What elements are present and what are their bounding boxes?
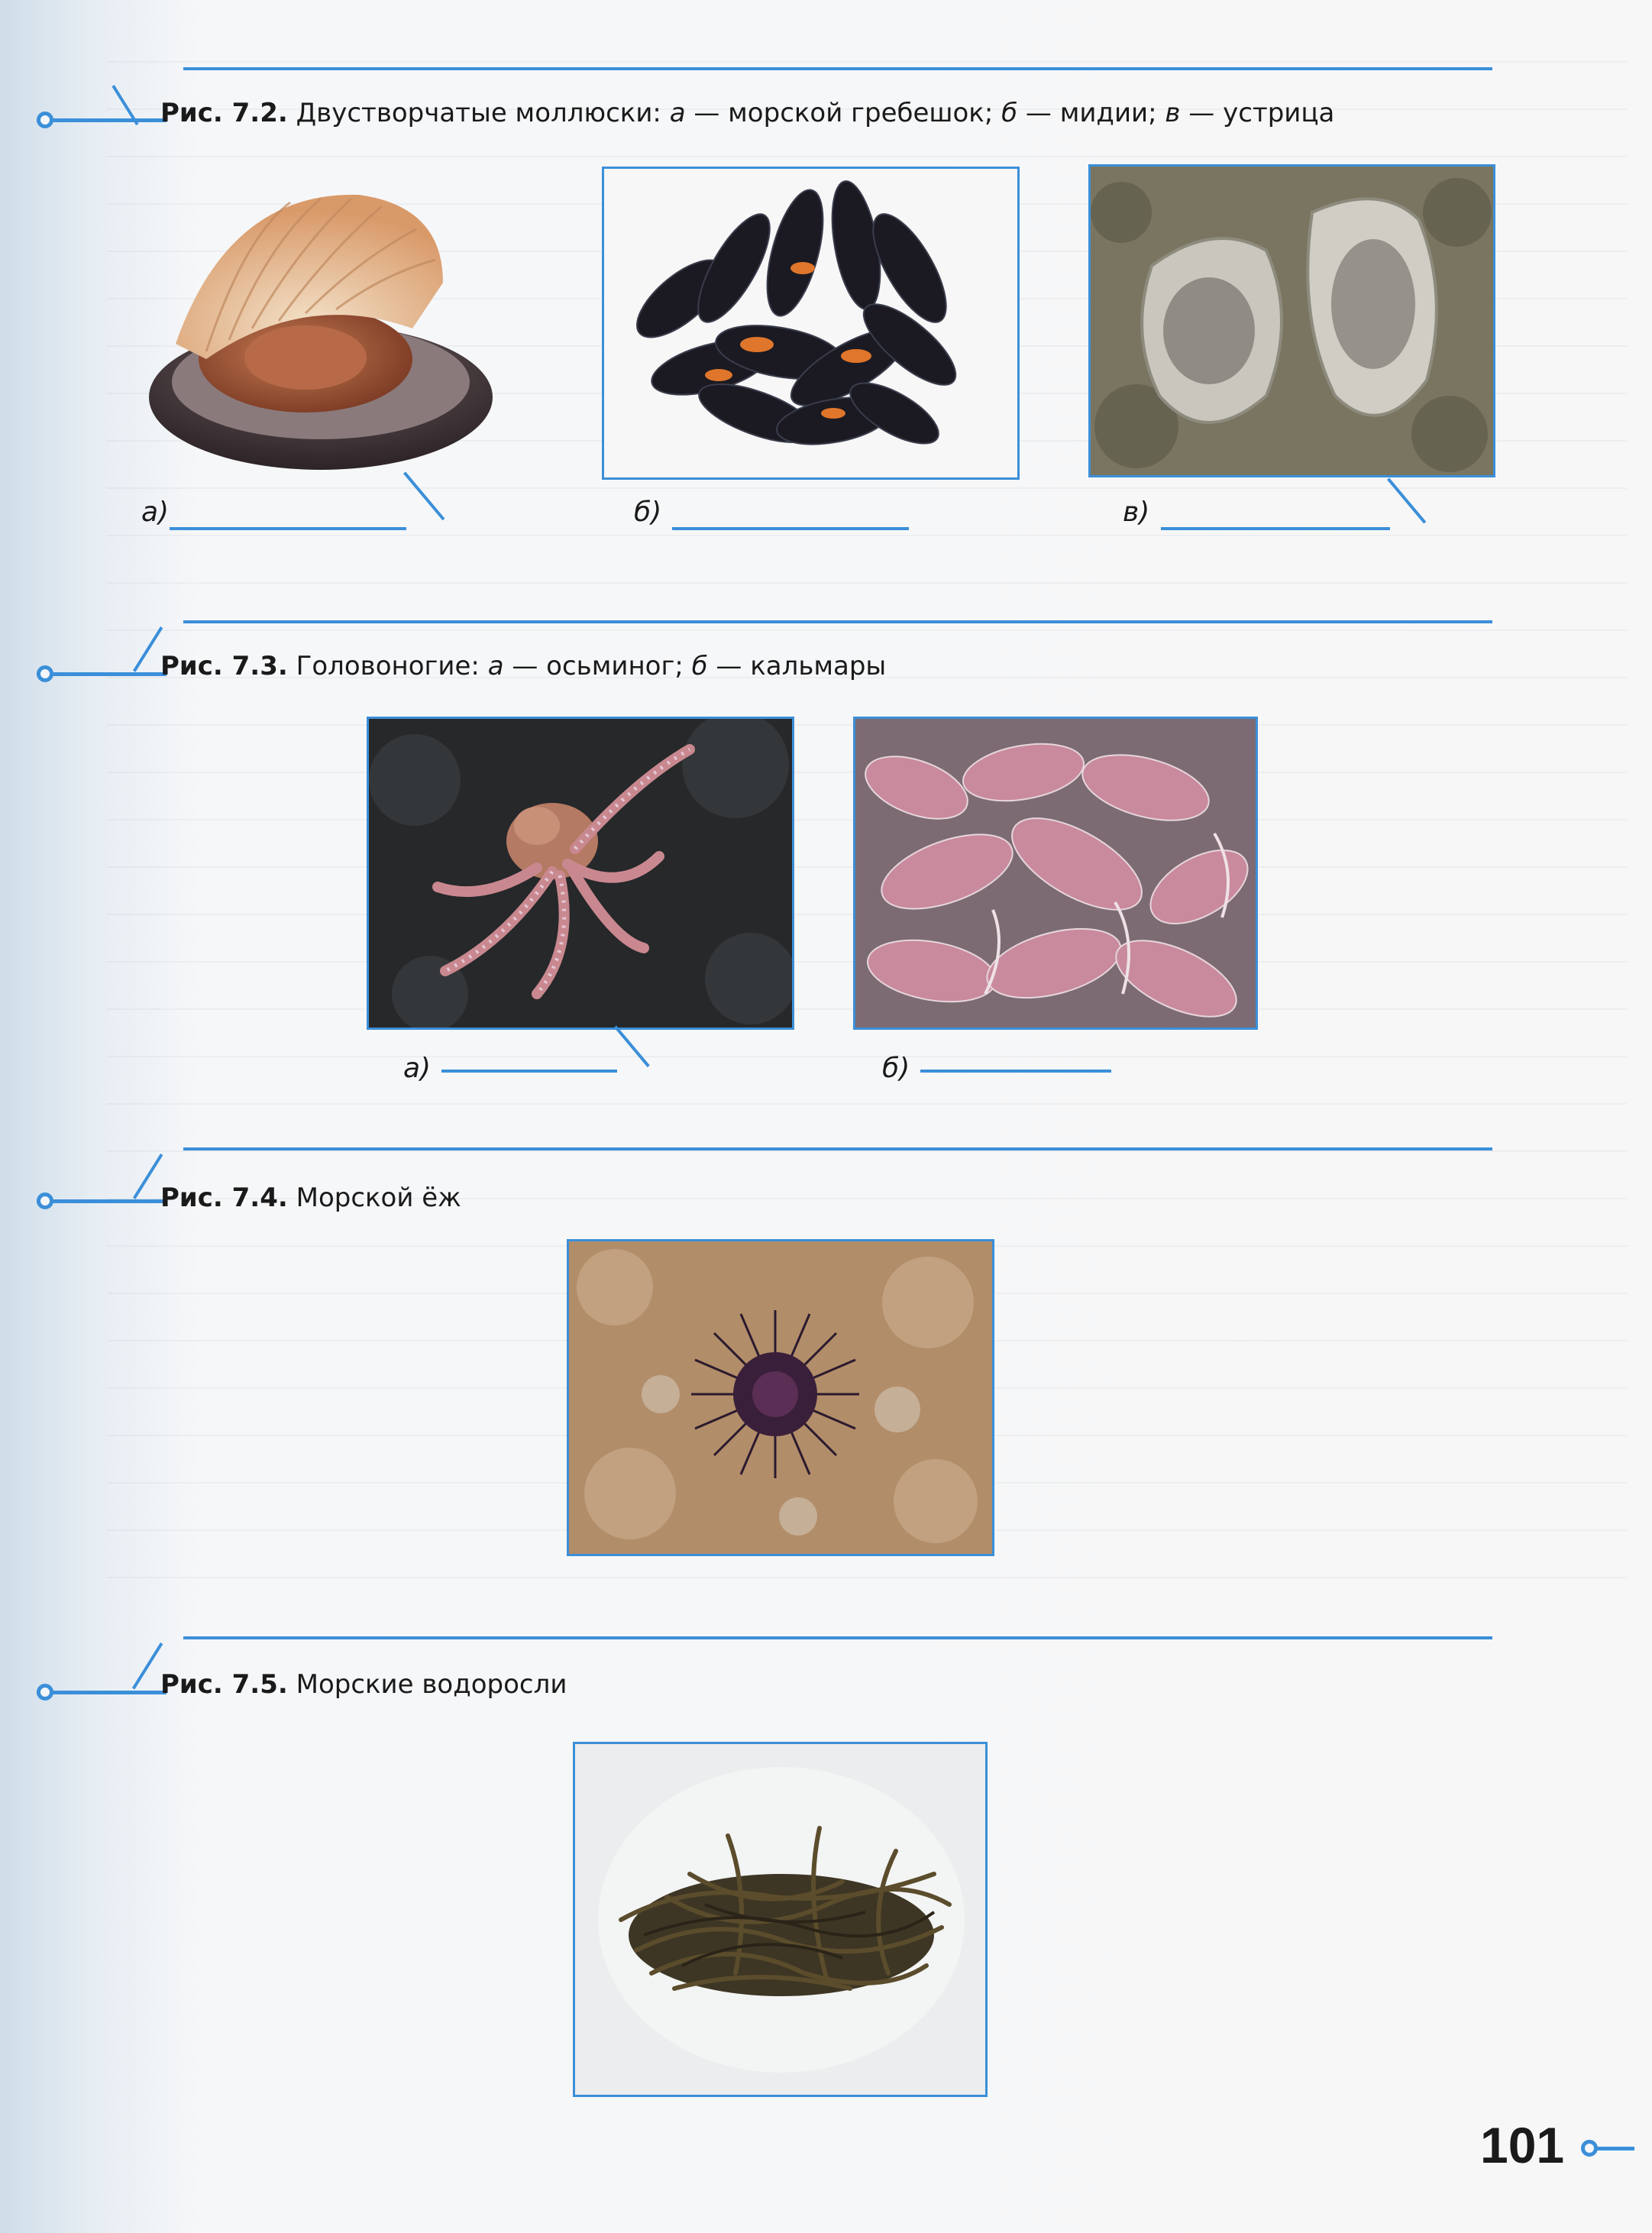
figure-frame — [116, 176, 496, 475]
oysters-photo — [1088, 164, 1495, 477]
caption-marker-line — [37, 1199, 166, 1203]
caption-marker-line — [37, 118, 166, 122]
figure-caption-7-3: Рис. 7.3. Головоногие: а — осьминог; б — кальмары — [160, 651, 887, 681]
caption-rule — [183, 620, 1492, 623]
figure-number: Рис. 7.4. — [160, 1183, 288, 1213]
sea-urchin-photo — [567, 1239, 994, 1556]
figure-sublabel: а) — [141, 497, 170, 528]
page-number-marker-dot — [1581, 2140, 1598, 2157]
figure-title: Двустворчатые моллюски: — [296, 98, 661, 128]
figure-letter: в — [1165, 98, 1181, 128]
caption-rule — [183, 1147, 1492, 1150]
caption-marker-dot — [37, 1193, 53, 1209]
mussels-photo — [602, 167, 1020, 480]
frame-underline — [672, 527, 909, 530]
figure-item: устрица — [1223, 98, 1335, 128]
caption-rule — [183, 1636, 1492, 1639]
caption-rule — [183, 67, 1492, 70]
frame-underline — [920, 1070, 1111, 1073]
figure-item: мидии — [1059, 98, 1149, 128]
octopus-photo — [367, 717, 794, 1030]
figure-item: осьминог — [546, 651, 675, 681]
figure-letter: а — [487, 651, 504, 681]
figure-title: Морской ёж — [296, 1183, 461, 1213]
caption-marker-dot — [37, 112, 53, 128]
caption-marker-dot — [37, 1684, 53, 1701]
figure-letter: б — [691, 651, 708, 681]
figure-caption-7-2: Рис. 7.2. Двустворчатые моллюски: а — морской гребешок; б — мидии; в — устрица — [160, 98, 1335, 128]
figure-number: Рис. 7.2. — [160, 98, 288, 128]
frame-underline — [1161, 527, 1390, 530]
figure-title: Морские водоросли — [296, 1669, 567, 1700]
frame-underline — [441, 1070, 617, 1073]
seaweed-photo — [573, 1742, 988, 2097]
figure-letter: а — [669, 98, 686, 128]
caption-marker-dot — [37, 665, 53, 682]
figure-sublabel: б) — [634, 497, 662, 528]
figure-caption-7-4 — [160, 1183, 461, 1213]
frame-underline — [170, 527, 406, 530]
caption-marker-line — [37, 672, 166, 676]
figure-item: кальмары — [750, 651, 887, 681]
figure-letter: б — [1001, 98, 1018, 128]
figure-caption-7-5 — [160, 1669, 567, 1700]
squid-photo — [853, 717, 1258, 1030]
page-number: 101 — [1480, 2117, 1565, 2173]
figure-title: Головоногие: — [296, 651, 480, 681]
figure-number: Рис. 7.5. — [160, 1669, 288, 1700]
figure-sublabel: б) — [882, 1053, 910, 1084]
figure-item: морской гребешок — [728, 98, 984, 128]
figure-sublabel: в) — [1123, 497, 1150, 528]
figure-number: Рис. 7.3. — [160, 651, 288, 681]
figure-sublabel: а) — [403, 1053, 432, 1084]
caption-marker-line — [37, 1691, 166, 1694]
